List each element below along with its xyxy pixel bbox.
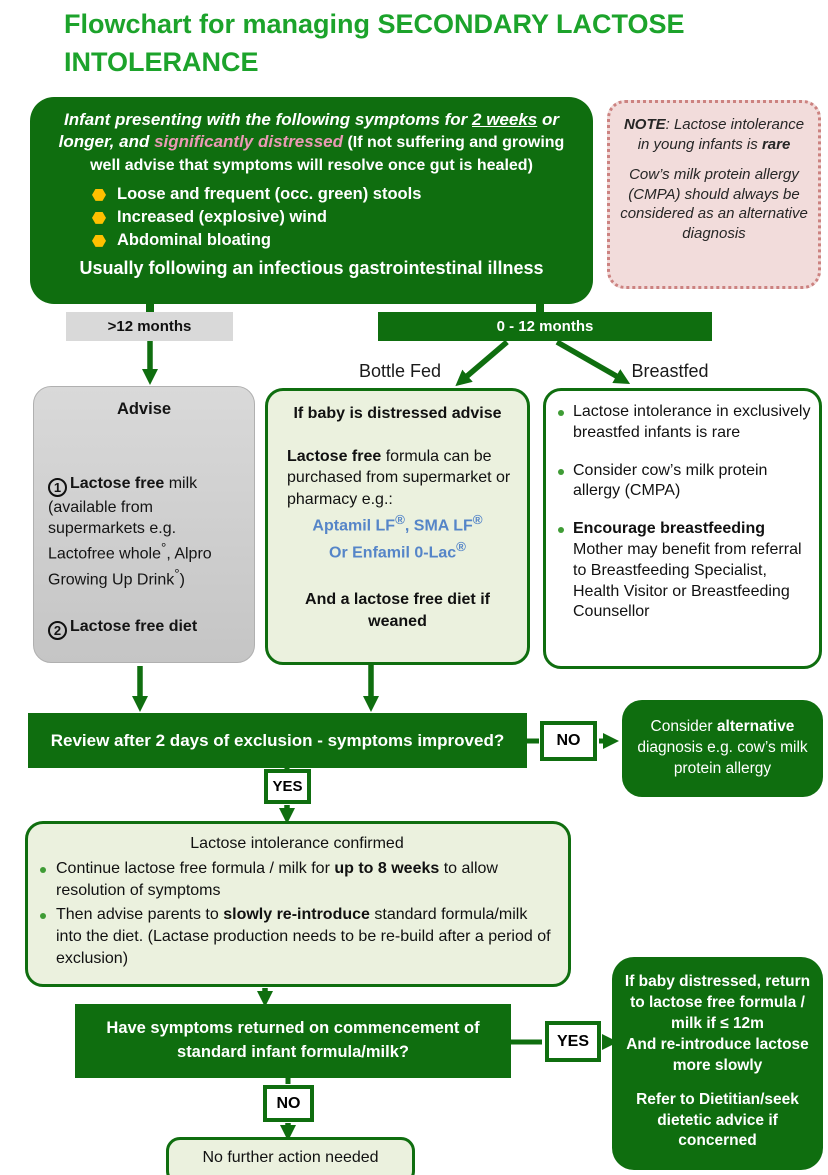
symptom-bullet-list xyxy=(92,185,577,250)
advise-item1-text2: , Alpro Growing Up Drink xyxy=(48,545,212,588)
symptom-box xyxy=(30,97,593,304)
bottle-body-bold: Lactose free xyxy=(287,447,382,465)
list-item xyxy=(92,185,577,204)
bullet-dot-icon xyxy=(558,469,564,475)
note-p1-text: : Lactose intolerance in young infants is xyxy=(637,116,805,153)
confirmed-bullet-1-text xyxy=(56,858,554,902)
branch-label-0-12-months: 0 - 12 months xyxy=(378,312,712,341)
confirmed-bullet-2 xyxy=(40,904,554,970)
review-question-bar: Review after 2 days of exclusion - symptoms improved? xyxy=(28,713,527,768)
breast-bullet-1-text: Lactose intolerance in exclusively breastfed infants is rare xyxy=(573,403,811,441)
symptom-intro-text2: or longer, and xyxy=(58,110,559,152)
hexagon-bullet-icon xyxy=(92,212,106,224)
bottle-body xyxy=(278,446,517,511)
bullet-dot-icon xyxy=(558,527,564,533)
brand-sma: , SMA LF xyxy=(404,517,473,535)
decision-no-box: NO xyxy=(540,721,597,761)
distressed-advice-box xyxy=(612,957,823,1170)
note-rare-bold: rare xyxy=(761,135,791,153)
confirmed-title: Lactose intolerance confirmed xyxy=(190,835,404,852)
brand-line-1 xyxy=(278,511,517,537)
bullet-dot-icon xyxy=(558,410,564,416)
advise-item-1 xyxy=(48,473,240,590)
cb1-bold: up to 8 weeks xyxy=(334,860,440,878)
degree-mark: ° xyxy=(174,565,180,581)
advise-item1-bold: Lactose free xyxy=(70,474,165,492)
cb2-t1: Then advise parents to xyxy=(56,906,224,924)
note-paragraph-1 xyxy=(618,115,810,154)
advise-item1-text: milk (available from supermarkets e.g. Lactofree whole xyxy=(48,474,198,563)
breast-bullet-2-text: Consider cow’s milk protein allergy (CMPA) xyxy=(573,461,768,500)
decision-yes-box: YES xyxy=(545,1021,601,1062)
breast-bullet-3-text xyxy=(573,519,811,623)
distressed-p2: And re-introduce lactose more slowly xyxy=(626,1035,809,1074)
confirmed-bullet-2-text xyxy=(56,904,554,970)
note-paragraph-2: Cow’s milk protein allergy (CMPA) should always be considered as an alternative diagnosis xyxy=(620,166,808,242)
note-box xyxy=(607,100,821,289)
brand-aptamil: Aptamil LF xyxy=(312,517,396,535)
bullet-dot-icon xyxy=(40,867,46,873)
registered-mark: ® xyxy=(395,512,405,528)
note-label: NOTE xyxy=(623,116,666,133)
breast-bullet-2 xyxy=(558,461,811,503)
decision-no-box: NO xyxy=(263,1085,314,1122)
symptoms-returned-question-box: Have symptoms returned on commencement of standard infant formula/milk? xyxy=(75,1004,511,1078)
cb2-bold: slowly re-introduce xyxy=(223,906,370,924)
symptom-bullet-label: Abdominal bloating xyxy=(117,231,271,250)
bottle-heading: If baby is distressed advise xyxy=(293,405,502,422)
cb2-t2: standard formula/milk into the diet. (Lactase production needs to be re-build after a period of exclusion) xyxy=(56,906,551,968)
advise-title: Advise xyxy=(116,400,172,418)
breast-bullet-1 xyxy=(558,402,811,444)
consider-alternative-bold: alternative xyxy=(716,718,795,736)
confirmed-box xyxy=(25,821,571,987)
symptom-bullet-label: Increased (explosive) wind xyxy=(117,208,327,227)
symptom-bullet-label: Loose and frequent (occ. green) stools xyxy=(117,185,422,204)
degree-mark: ° xyxy=(160,540,167,556)
registered-mark: ® xyxy=(472,512,483,528)
bottle-footer: And a lactose free diet if weaned xyxy=(305,591,490,630)
list-item xyxy=(92,231,577,250)
no-further-action-box: No further action needed xyxy=(166,1137,415,1175)
symptom-footer: Usually following an infectious gastrointestinal illness xyxy=(79,258,544,279)
list-item xyxy=(92,208,577,227)
symptom-intro xyxy=(46,109,577,176)
bottle-fed-box xyxy=(265,388,530,665)
cb1-t2: to allow resolution of symptoms xyxy=(56,860,498,900)
consider-alternative-box xyxy=(622,700,823,797)
breast-bullet-3-rest: Mother may benefit from referral to Breastfeeding Specialist, Health Visitor or Breastfeeding Counsellor xyxy=(573,540,802,621)
bullet-dot-icon xyxy=(40,913,46,919)
brand-line-2 xyxy=(278,538,517,564)
advise-box xyxy=(33,386,255,663)
distressed-p3: Refer to Dietitian/seek dietetic advice if concerned xyxy=(636,1090,799,1150)
consider-t1: Consider xyxy=(650,718,717,736)
distressed-p1: If baby distressed, return to lactose free formula / milk if ≤ 12m xyxy=(624,973,811,1032)
hexagon-bullet-icon xyxy=(92,235,106,247)
encourage-breastfeeding-bold: Encourage breastfeeding xyxy=(573,520,766,538)
bottle-body-text: formula can be purchased from supermarket or pharmacy e.g.: xyxy=(287,447,511,508)
two-weeks-underlined: 2 weeks xyxy=(472,110,538,129)
circled-number-1-icon: 1 xyxy=(48,478,67,497)
consider-text xyxy=(634,717,811,780)
breastfed-box xyxy=(543,388,822,669)
advise-item-2 xyxy=(48,616,240,640)
breastfed-label: Breastfed xyxy=(631,361,709,381)
confirmed-bullet-1 xyxy=(40,858,554,902)
advise-item1-text3: ) xyxy=(179,570,185,588)
registered-mark: ® xyxy=(456,539,466,555)
breast-bullet-3 xyxy=(558,519,811,623)
symptom-intro-text: Infant presenting with the following symptoms for xyxy=(64,110,473,129)
decision-yes-box: YES xyxy=(264,769,311,804)
brand-enfamil: Or Enfamil 0-Lac xyxy=(329,544,457,562)
circled-number-2-icon: 2 xyxy=(48,621,67,640)
cb1-t1: Continue lactose free formula / milk for xyxy=(56,860,335,878)
hexagon-bullet-icon xyxy=(92,189,106,201)
advise-item2-bold: Lactose free diet xyxy=(70,617,198,635)
page-title: Flowchart for managing SECONDARY LACTOSE INTOLERANCE xyxy=(64,9,685,77)
branch-label-over-12-months: >12 months xyxy=(66,312,233,341)
symptom-intro-parenthetical: (If not suffering and growing well advise that symptoms will resolve once gut is healed) xyxy=(90,134,565,174)
arrow-under12-to-bottle xyxy=(466,342,507,377)
significantly-distressed-text: significantly distressed xyxy=(154,132,344,152)
consider-t2: diagnosis e.g. cow’s milk protein allergy xyxy=(637,739,808,777)
bottle-fed-label: Bottle Fed xyxy=(358,361,442,381)
